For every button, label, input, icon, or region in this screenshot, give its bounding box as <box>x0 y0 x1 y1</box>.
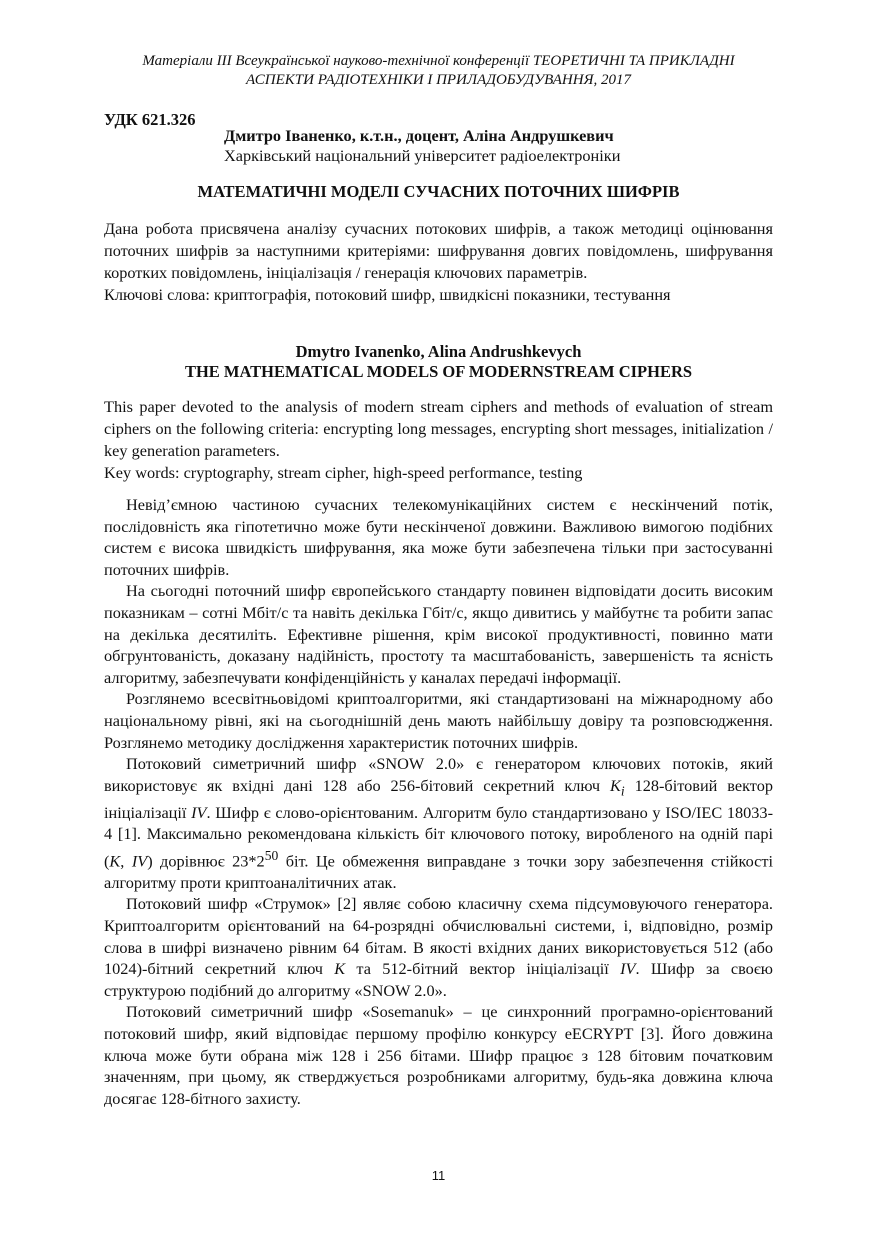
header-line-1: Матеріали ІІІ Всеукраїнської науково-технічної конференції ТЕОРЕТИЧНІ ТА ПРИКЛАДНІ <box>142 53 735 69</box>
header-line-2: АСПЕКТИ РАДІОТЕХНІКИ І ПРИЛАДОБУДУВАННЯ, 2017 <box>246 72 631 88</box>
var-iv: IV <box>620 959 636 979</box>
p5-part-a: Потоковий шифр «Струмок» [2] являє собою класичну схема підсумовуючого генератора. Криптоалгоритм орієнтований на 64-розрядні обчислювальні системи, і, відповідно, розмір слова в шифрі визначено рівним 64 бітам. В якості вхідних даних використовується 512 (або 1024)-бітний секретний ключ <box>104 894 773 979</box>
abstract-text-en: This paper devoted to the analysis of modern stream ciphers and methods of evaluation of stream ciphers on the following criteria: encrypting long messages, encrypting short messages, initialization / key generation parameters. <box>104 397 773 460</box>
paragraph-2: На сьогодні поточний шифр європейського стандарту повинен відповідати досить високим показникам – сотні Мбіт/с та навіть декілька Гбіт/с, якщо дивитись у майбутнє та робити запас на декілька десятиліть. Ефективне рішення, крім високої продуктивності, повинно мати обгрунтованість, доказану надійність, простоту та масштабованість, завершеність та ясність алгоритму, забезпечувати конфіденційність у каналах передачі інформації. <box>104 581 773 687</box>
page-number: 11 <box>431 1168 446 1183</box>
author-names-en: Dmytro Ivanenko, Alina Andrushkevych <box>295 342 582 361</box>
paragraph-4 <box>104 753 773 893</box>
p5-part-b: та 512-бітний вектор ініціалізації <box>345 959 621 979</box>
p4-part-d: ) дорівнює 23*2 <box>147 851 265 871</box>
abstract-text-ua: Дана робота присвячена аналізу сучасних потокових шифрів, а також методиці оцінювання поточних шифрів за наступними критеріями: шифрування довгих повідомлень, шифрування коротких повідомлень, ініціалізація / генерація ключових параметрів. <box>104 219 773 282</box>
authors-block-ua <box>224 126 784 166</box>
var-iv: IV <box>131 851 148 871</box>
keywords-en: Key words: cryptography, stream cipher, high-speed performance, testing <box>104 463 583 482</box>
exponent: 50 <box>264 847 279 863</box>
authors-block-en <box>104 342 773 382</box>
var-k: K <box>109 851 121 871</box>
paragraph-6: Потоковий симетричний шифр «Sosemanuk» – це синхронний програмно-орієнтований потоковий шифр, який відповідає першому профілю конкурсу eECRYPT [3]. Його довжина ключа може бути обрана між 128 і 256 бітами. Шифр працює з 128 бітовим початковим значенням, при цьому, як стверджується розробниками алгоритму, будь-яка довжина ключа досягає 128-бітного захисту. <box>104 1002 773 1108</box>
udc-code: УДК 621.326 <box>104 110 196 129</box>
paper-title-ua: МАТЕМАТИЧНІ МОДЕЛІ СУЧАСНИХ ПОТОЧНИХ ШИФРІВ <box>197 182 680 201</box>
var-iv: IV <box>191 802 207 822</box>
body-text <box>104 494 773 1109</box>
affiliation: Харківський національний університет радіоелектроніки <box>224 146 621 165</box>
author-names-ua: Дмитро Іваненко, к.т.н., доцент, Аліна Андрушкевич <box>224 126 614 145</box>
p5-part-c: . Шифр за своєю структурою подібний до алгоритму «SNOW 2.0». <box>104 959 773 1000</box>
p4-comma: , <box>120 851 132 871</box>
abstract-en <box>104 396 773 484</box>
p4-part-a: Потоковий симетричний шифр «SNOW 2.0» є генератором ключових потоків, який використовує як вхідні дані 128 або 256-бітовий секретний ключ <box>104 754 773 795</box>
var-k-subscript: i <box>620 782 625 798</box>
conference-header <box>80 52 797 90</box>
paragraph-3: Розглянемо всесвітньовідомі криптоалгоритми, які стандартизовані на міжнародному або національному рівні, які на сьогоднішній день мають найбільшу довіру та розповсюдження. Розглянемо методику дослідження характеристик поточних шифрів. <box>104 689 773 752</box>
paragraph-1: Невід’ємною частиною сучасних телекомунікаційних систем є нескінчений потік, послідовність яка гіпотетично може бути нескінченої довжини. Важливою вимогою подібних систем є висока швидкість шифрування, яка може бути забезпечена тільки при застосуванні поточних шифрів. <box>104 495 773 579</box>
paper-title-en: THE MATHEMATICAL MODELS OF MODERNSTREAM CIPHERS <box>184 362 693 381</box>
var-k: K <box>334 959 346 979</box>
keywords-ua: Ключові слова: криптографія, потоковий шифр, швидкісні показники, тестування <box>104 285 671 304</box>
paragraph-5 <box>104 893 773 1001</box>
p4-part-e: біт. Це обмеження виправдане з точки зору забезпечення стійкості алгоритму проти криптоаналітичних атак. <box>104 851 774 892</box>
p4-part-c: . Шифр є слово-орієнтованим. Алгоритм було стандартизовано у ISO/IEC 18033-4 [1]. Максимально рекомендована кількість біт ключового потоку, виробленого на одній парі ( <box>104 802 773 871</box>
var-k: K <box>610 775 621 795</box>
abstract-ua <box>104 218 773 306</box>
p4-part-b: 128-бітовий вектор ініціалізації <box>104 775 773 822</box>
